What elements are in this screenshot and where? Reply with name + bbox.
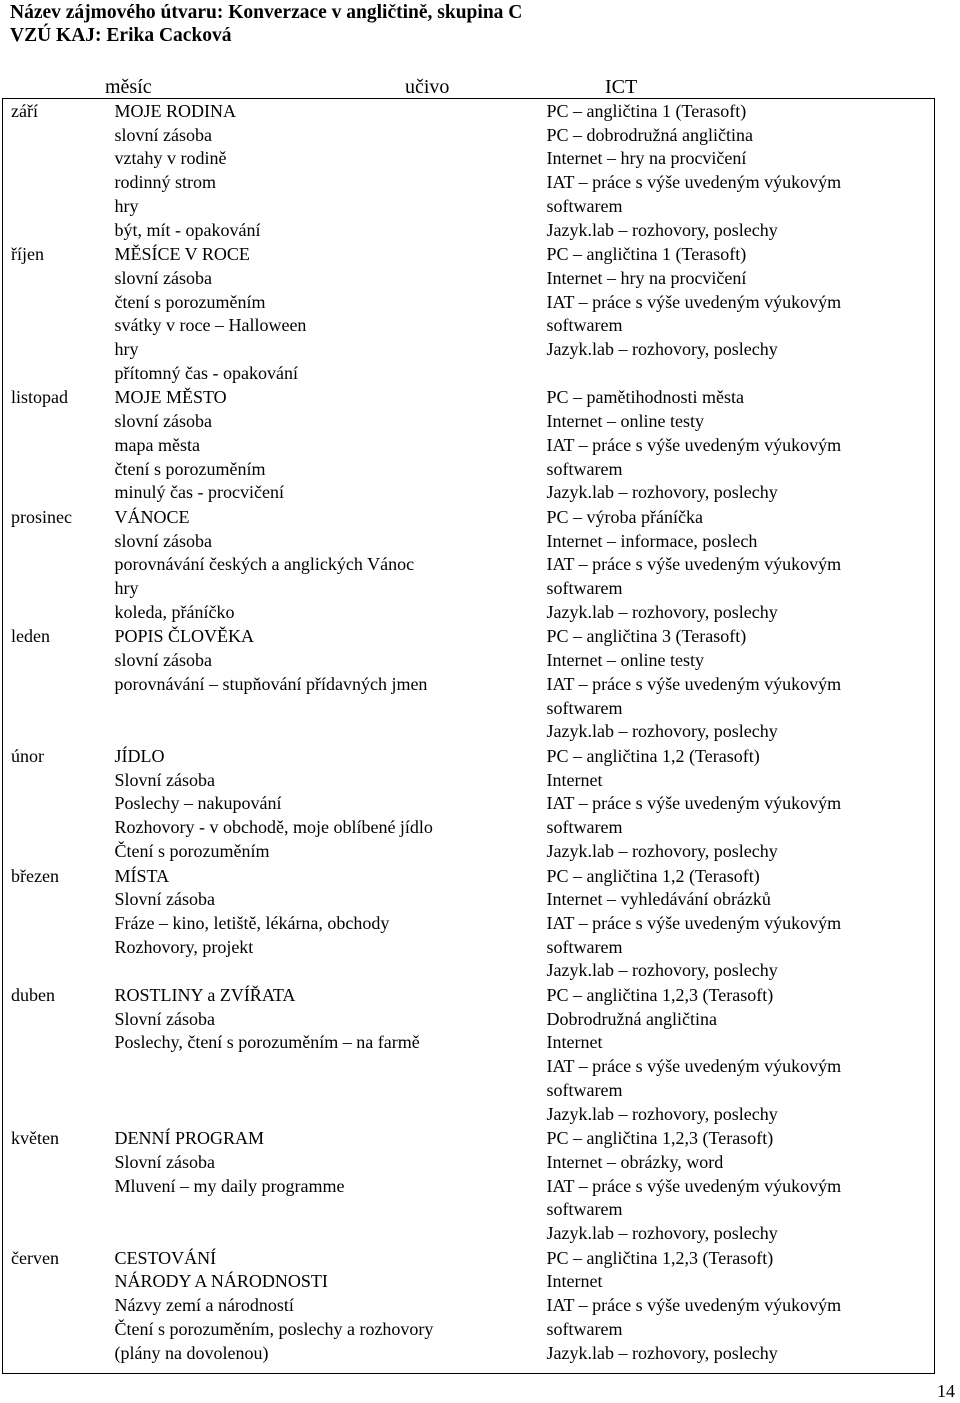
topic-line: NÁRODY A NÁRODNOSTI (114, 1271, 328, 1292)
month-label: červen (11, 1247, 59, 1268)
topic-cell (107, 505, 533, 625)
ict-line: Dobrodružná angličtina (546, 1008, 717, 1029)
page-number: 14 (937, 1381, 955, 1401)
ict-cell (533, 242, 935, 385)
topic-line: Slovní zásoba (114, 1151, 215, 1172)
topic-line: ROSTLINY a ZVÍŘATA (114, 985, 296, 1006)
month-cell (3, 983, 107, 1126)
topic-line: Rozhovory, projekt (114, 936, 254, 957)
ict-line: IAT – práce s výše uvedeným výukovým (546, 434, 842, 455)
topic-cell (107, 864, 533, 984)
table-row (3, 505, 935, 625)
topic-line: Čtení s porozuměním (114, 840, 270, 861)
month-cell (3, 1246, 107, 1374)
topic-line: hry (114, 195, 139, 216)
ict-line: Internet (546, 1032, 603, 1053)
topic-line: MOJE RODINA (114, 101, 236, 121)
month-label: říjen (11, 244, 44, 265)
month-cell (3, 99, 107, 243)
ict-line: Jazyk.lab – rozhovory, poslechy (546, 601, 778, 622)
ict-line: Internet (546, 1271, 603, 1292)
ict-line: IAT – práce s výše uvedeným výukovým (546, 1295, 842, 1316)
month-cell (3, 864, 107, 984)
ict-cell (533, 99, 935, 243)
topic-line: Slovní zásoba (114, 1008, 215, 1029)
ict-cell (533, 1246, 935, 1374)
topic-line: slovní zásoba (114, 650, 212, 671)
topic-cell (107, 385, 533, 505)
topic-line: Slovní zásoba (114, 769, 215, 790)
month-cell (3, 1126, 107, 1246)
ict-line: Jazyk.lab – rozhovory, poslechy (546, 1342, 778, 1363)
ict-line: Internet – online testy (546, 411, 704, 432)
ict-line: Jazyk.lab – rozhovory, poslechy (546, 339, 778, 360)
ict-line: Internet – obrázky, word (546, 1151, 724, 1172)
topic-line: (plány na dovolenou) (114, 1342, 269, 1363)
ict-line: PC – pamětihodnosti města (546, 387, 744, 408)
table-row (3, 864, 935, 984)
ict-line: softwarem (546, 578, 623, 599)
topic-line: vztahy v rodině (114, 148, 227, 169)
topic-cell (107, 1126, 533, 1246)
table-row (3, 1126, 935, 1246)
month-label: listopad (11, 387, 68, 408)
ict-line: Jazyk.lab – rozhovory, poslechy (546, 219, 778, 240)
topic-line: DENNÍ PROGRAM (114, 1128, 265, 1149)
ict-line: softwarem (546, 936, 623, 957)
topic-line: rodinný strom (114, 172, 216, 193)
ict-cell (533, 744, 935, 864)
ict-line: IAT – práce s výše uvedeným výukovým (546, 172, 842, 193)
column-header-topic: učivo (405, 76, 450, 98)
topic-line: Čtení s porozuměním, poslechy a rozhovory (114, 1318, 434, 1339)
topic-line: hry (114, 578, 139, 599)
month-label: prosinec (11, 506, 72, 527)
topic-cell (107, 99, 533, 243)
ict-line: PC – angličtina 1 (Terasoft) (546, 101, 747, 121)
ict-line: IAT – práce s výše uvedeným výukovým (546, 673, 842, 694)
ict-cell (533, 864, 935, 984)
topic-cell (107, 624, 533, 744)
topic-cell (107, 242, 533, 385)
ict-line: PC – angličtina 1,2,3 (Terasoft) (546, 1128, 774, 1149)
ict-line: softwarem (546, 817, 623, 838)
topic-line: Názvy zemí a národností (114, 1295, 294, 1316)
document-subtitle: VZÚ KAJ: Erika Cacková (10, 25, 232, 46)
table-row (3, 744, 935, 864)
topic-line: být, mít - opakování (114, 219, 261, 240)
topic-line: Slovní zásoba (114, 889, 215, 910)
topic-line: CESTOVÁNÍ (114, 1247, 217, 1268)
topic-line: MĚSÍCE V ROCE (114, 244, 250, 265)
ict-line: Internet (546, 769, 603, 790)
month-cell (3, 624, 107, 744)
ict-line: softwarem (546, 458, 623, 479)
month-label: září (11, 101, 38, 121)
month-label: leden (11, 626, 50, 647)
curriculum-table (2, 98, 935, 1374)
column-header-month: měsíc (105, 76, 152, 98)
ict-line: softwarem (546, 195, 623, 216)
ict-line: IAT – práce s výše uvedeným výukovým (546, 912, 842, 933)
topic-line: MÍSTA (114, 865, 170, 886)
ict-line: PC – angličtina 1,2,3 (Terasoft) (546, 1247, 774, 1268)
topic-cell (107, 744, 533, 864)
ict-line: softwarem (546, 1199, 623, 1220)
topic-line: slovní zásoba (114, 411, 212, 432)
table-row (3, 385, 935, 505)
document-title: Název zájmového útvaru: Konverzace v angličtině, skupina C (10, 2, 523, 23)
month-label: březen (11, 865, 59, 886)
ict-line: Internet – hry na procvičení (546, 148, 747, 169)
ict-line: PC – angličtina 1,2 (Terasoft) (546, 745, 760, 766)
topic-line: čtení s porozuměním (114, 291, 266, 312)
ict-line: Internet – informace, poslech (546, 530, 758, 551)
topic-cell (107, 983, 533, 1126)
topic-line: koleda, přáníčko (114, 601, 235, 622)
ict-line: IAT – práce s výše uvedeným výukovým (546, 1175, 842, 1196)
topic-line: slovní zásoba (114, 530, 212, 551)
column-header-ict: ICT (605, 76, 638, 98)
ict-cell (533, 385, 935, 505)
ict-line: IAT – práce s výše uvedeným výukovým (546, 793, 842, 814)
table-row (3, 624, 935, 744)
topic-line: mapa města (114, 434, 200, 455)
topic-cell (107, 1246, 533, 1374)
ict-line: PC – dobrodružná angličtina (546, 124, 753, 145)
ict-line: Internet – hry na procvičení (546, 267, 747, 288)
topic-line: MOJE MĚSTO (114, 387, 227, 408)
ict-line: IAT – práce s výše uvedeným výukovým (546, 1056, 842, 1077)
ict-cell (533, 505, 935, 625)
ict-line: softwarem (546, 697, 623, 718)
ict-line: PC – angličtina 1 (Terasoft) (546, 244, 747, 265)
ict-line: Jazyk.lab – rozhovory, poslechy (546, 1223, 778, 1244)
ict-line: PC – angličtina 1,2 (Terasoft) (546, 865, 760, 886)
ict-line: Jazyk.lab – rozhovory, poslechy (546, 721, 778, 742)
ict-cell (533, 624, 935, 744)
topic-line: Rozhovory - v obchodě, moje oblíbené jídlo (114, 817, 433, 838)
table-row (3, 1246, 935, 1374)
topic-line: čtení s porozuměním (114, 458, 266, 479)
ict-line: Jazyk.lab – rozhovory, poslechy (546, 960, 778, 981)
topic-line: svátky v roce – Halloween (114, 315, 307, 336)
curriculum-table-body (3, 99, 935, 1374)
month-cell (3, 505, 107, 625)
month-cell (3, 744, 107, 864)
ict-line: softwarem (546, 315, 623, 336)
topic-line: JÍDLO (114, 745, 165, 766)
topic-line: porovnávání českých a anglických Vánoc (114, 554, 415, 575)
ict-line: Jazyk.lab – rozhovory, poslechy (546, 840, 778, 861)
topic-line: minulý čas - procvičení (114, 482, 284, 503)
ict-line: IAT – práce s výše uvedeným výukovým (546, 291, 842, 312)
ict-line: Jazyk.lab – rozhovory, poslechy (546, 1103, 778, 1124)
ict-line: PC – angličtina 1,2,3 (Terasoft) (546, 985, 774, 1006)
month-cell (3, 242, 107, 385)
topic-line: hry (114, 339, 139, 360)
table-row (3, 983, 935, 1126)
month-label: květen (11, 1128, 59, 1149)
ict-line: Internet – vyhledávání obrázků (546, 889, 771, 910)
topic-line: Poslechy, čtení s porozuměním – na farmě (114, 1032, 420, 1053)
ict-cell (533, 1126, 935, 1246)
month-label: únor (11, 745, 44, 766)
topic-line: VÁNOCE (114, 506, 190, 527)
month-label: duben (11, 985, 55, 1006)
table-row (3, 242, 935, 385)
ict-line: softwarem (546, 1318, 623, 1339)
ict-line: Jazyk.lab – rozhovory, poslechy (546, 482, 778, 503)
topic-line: Poslechy – nakupování (114, 793, 282, 814)
ict-cell (533, 983, 935, 1126)
ict-line: softwarem (546, 1079, 623, 1100)
ict-line: Internet – online testy (546, 650, 704, 671)
topic-line: POPIS ČLOVĚKA (114, 626, 255, 647)
topic-line: Fráze – kino, letiště, lékárna, obchody (114, 912, 390, 933)
topic-line: slovní zásoba (114, 267, 212, 288)
topic-line: Mluvení – my daily programme (114, 1175, 345, 1196)
ict-line: PC – angličtina 3 (Terasoft) (546, 626, 747, 647)
topic-line: slovní zásoba (114, 124, 212, 145)
table-row (3, 99, 935, 243)
month-cell (3, 385, 107, 505)
ict-line: PC – výroba přáníčka (546, 506, 703, 527)
topic-line: porovnávání – stupňování přídavných jmen (114, 673, 428, 694)
topic-line: přítomný čas - opakování (114, 362, 298, 383)
ict-line: IAT – práce s výše uvedeným výukovým (546, 554, 842, 575)
